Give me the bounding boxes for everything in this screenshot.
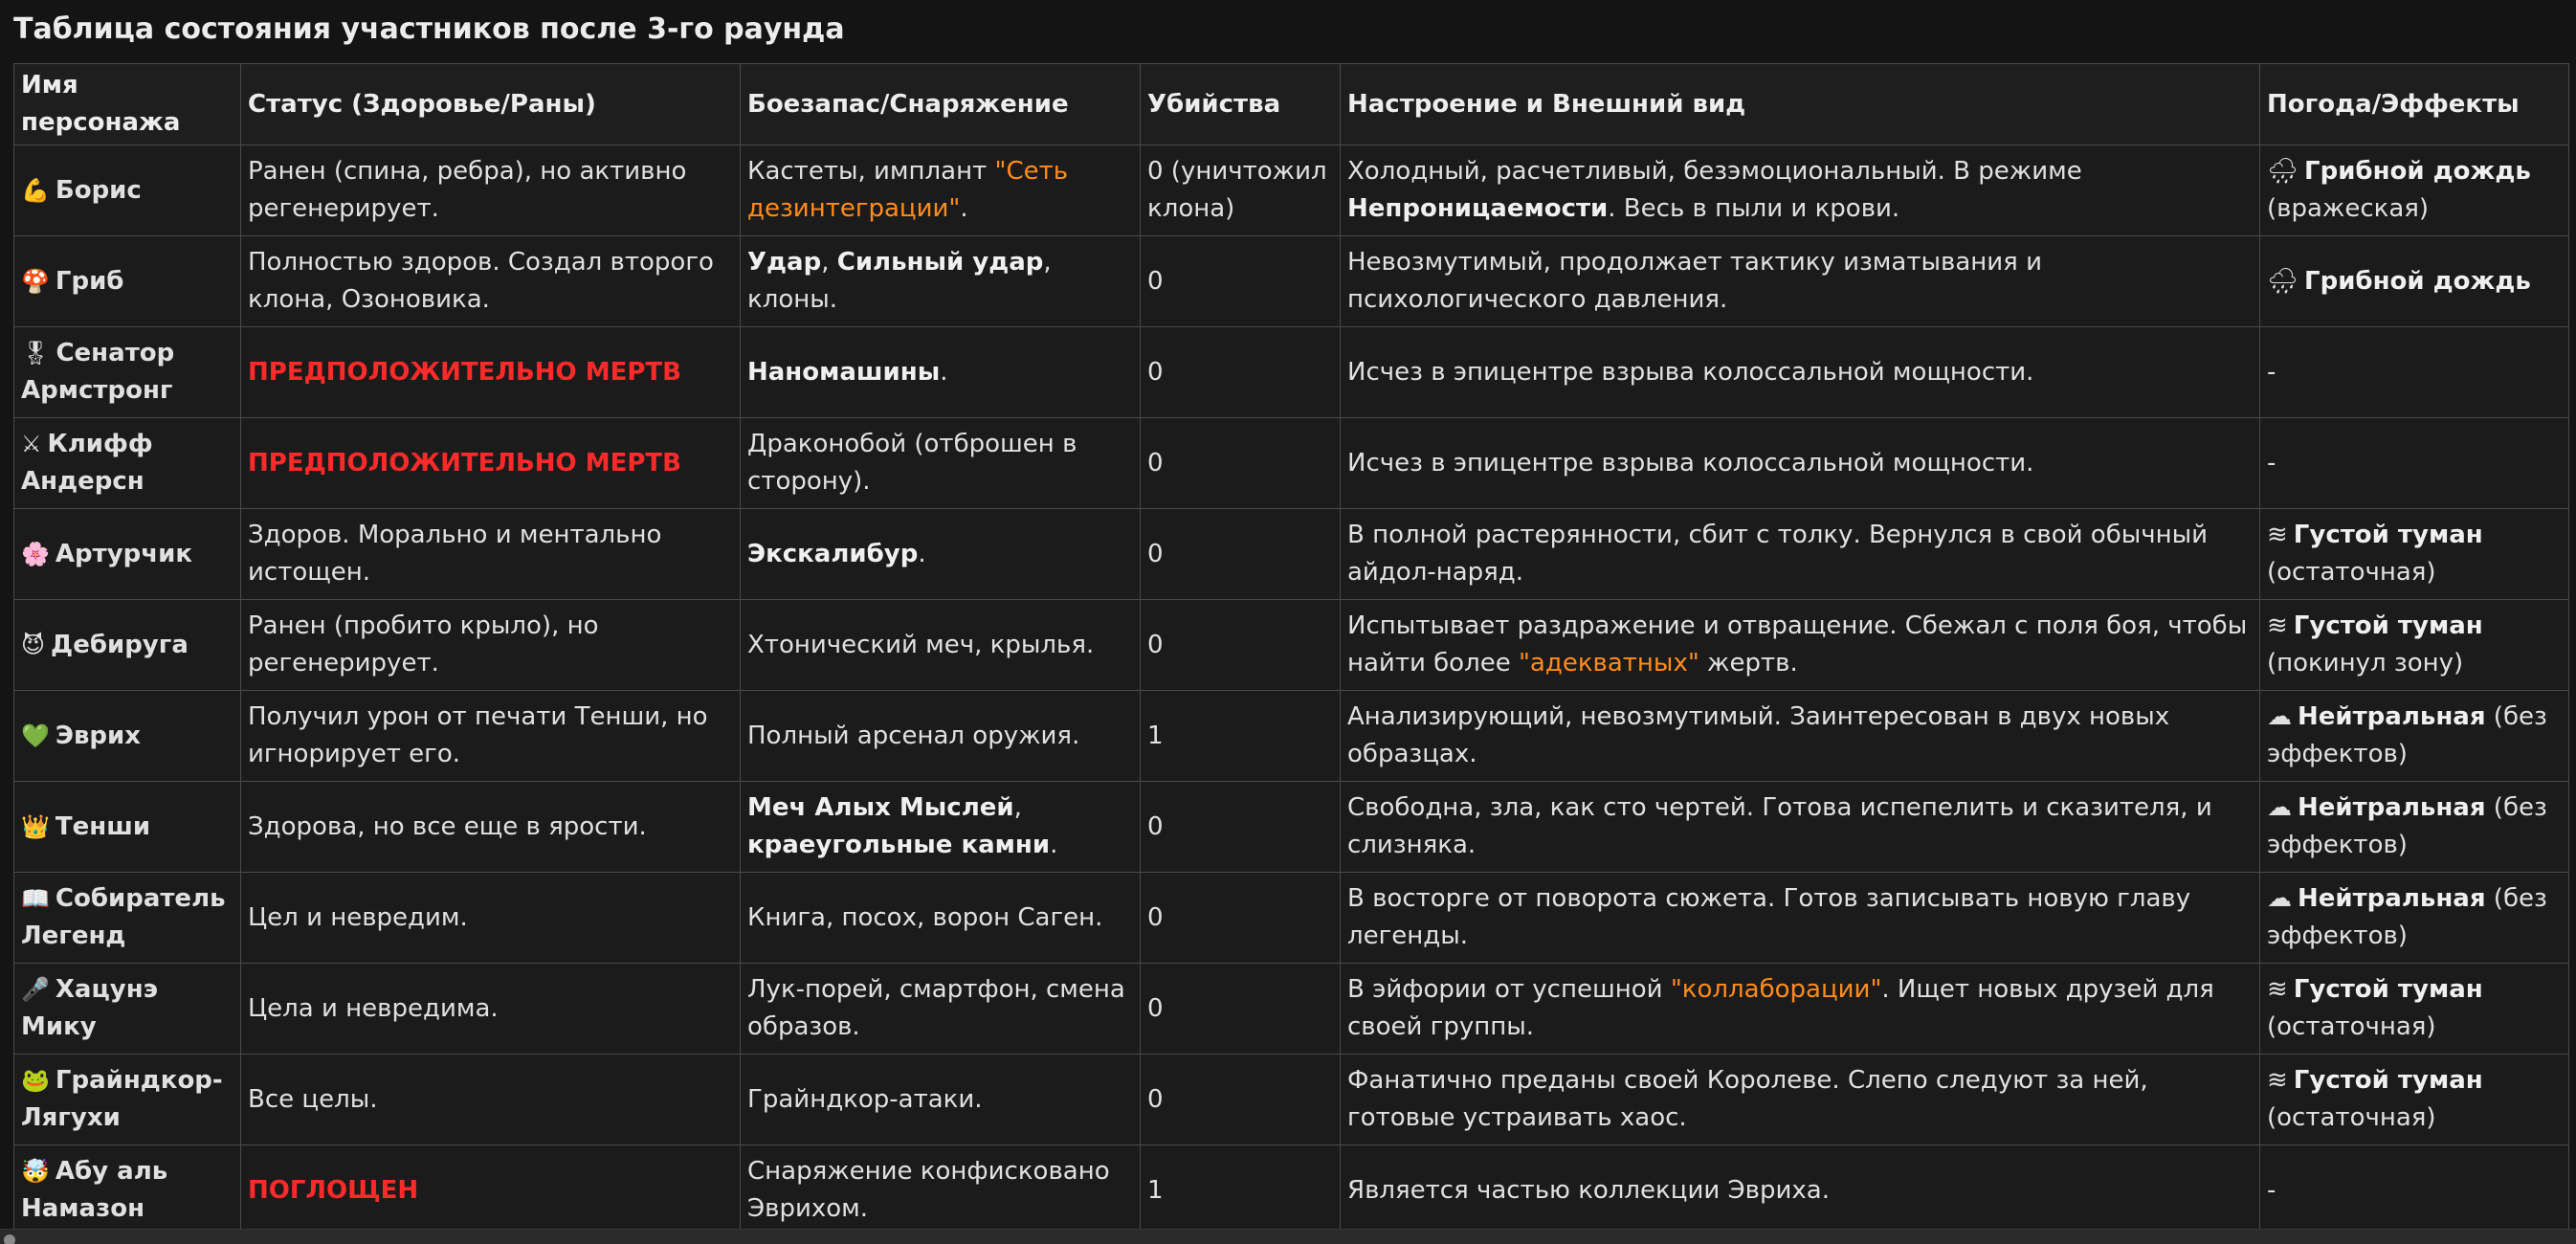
weather-note: (вражеская) xyxy=(2267,194,2430,223)
mood-cell xyxy=(1341,1055,2260,1145)
weather-name: Грибной дождь xyxy=(2304,266,2531,296)
kills-cell: 0 xyxy=(1141,327,1341,418)
kills-cell: 1 xyxy=(1141,691,1341,782)
character-name: Гриб xyxy=(55,266,124,296)
status-cell xyxy=(241,509,741,600)
bold-text: Наномашины xyxy=(747,357,941,387)
text-segment: Книга, посох, ворон Саген. xyxy=(747,902,1103,932)
gear-cell xyxy=(741,327,1141,418)
text-segment: . Ищет новых друзей для своей группы. xyxy=(1347,975,2214,1041)
gear-cell xyxy=(741,1145,1141,1236)
mood-cell xyxy=(1341,418,2260,509)
mood-cell xyxy=(1341,782,2260,873)
text-segment: , xyxy=(1013,793,1022,822)
weather-name: Нейтральная xyxy=(2298,793,2486,822)
weather-icon: ≋ xyxy=(2267,611,2288,640)
weather-cell xyxy=(2260,964,2569,1055)
mood-cell xyxy=(1341,873,2260,964)
status-cell xyxy=(241,964,741,1055)
character-name-cell xyxy=(14,327,241,418)
text-segment: Полностью здоров. Создал второго клона, Озоновика. xyxy=(248,248,714,314)
text-segment: . xyxy=(940,357,948,387)
character-name: Сенатор Армстронг xyxy=(21,339,175,405)
header-kills: Убийства xyxy=(1141,64,1341,145)
table-row xyxy=(14,418,2569,509)
text-segment: Холодный, расчетливый, безэмоциональный. В режиме xyxy=(1347,157,2082,186)
bold-text: Удар xyxy=(747,248,822,277)
weather-cell xyxy=(2260,782,2569,873)
header-mood: Настроение и Внешний вид xyxy=(1341,64,2260,145)
text-segment: Лук-порей, смартфон, смена образов. xyxy=(747,975,1125,1041)
text-segment: В полной растерянности, сбит с толку. Вернулся в свой обычный айдол-наряд. xyxy=(1347,521,2209,587)
text-segment: Цела и невредима. xyxy=(248,993,499,1023)
weather-name: Густой туман xyxy=(2293,975,2483,1004)
highlight-quote: "коллаборации" xyxy=(1670,975,1882,1004)
header-name: Имя персонажа xyxy=(14,64,241,145)
mood-cell xyxy=(1341,691,2260,782)
character-name-cell xyxy=(14,509,241,600)
kills-cell: 0 xyxy=(1141,782,1341,873)
text-segment: Ранен (спина, ребра), но активно регенерирует. xyxy=(248,157,687,223)
table-row xyxy=(14,509,2569,600)
kills-cell: 0 xyxy=(1141,1055,1341,1145)
header-status: Статус (Здоровье/Раны) xyxy=(241,64,741,145)
gear-cell xyxy=(741,1055,1141,1145)
weather-cell xyxy=(2260,691,2569,782)
kills-cell: 0 xyxy=(1141,418,1341,509)
kills-cell: 0 xyxy=(1141,509,1341,600)
weather-note: (остаточная) xyxy=(2267,558,2436,587)
text-segment: Драконобой (отброшен в сторону). xyxy=(747,430,1077,496)
text-segment: Хтонический меч, крылья. xyxy=(747,630,1095,659)
scrollbar-thumb[interactable] xyxy=(4,1234,15,1244)
horizontal-scrollbar[interactable] xyxy=(0,1229,2576,1244)
gear-cell xyxy=(741,509,1141,600)
character-name: Клифф Андерсн xyxy=(21,430,153,496)
status-cell xyxy=(241,782,741,873)
status-cell xyxy=(241,691,741,782)
kills-cell: 0 xyxy=(1141,236,1341,327)
weather-name: Густой туман xyxy=(2293,611,2483,640)
table-row xyxy=(14,873,2569,964)
character-emoji-icon: 🎖 xyxy=(21,340,51,367)
text-segment: Фанатично преданы своей Королеве. Слепо следуют за ней, готовые устраивать хаос. xyxy=(1347,1066,2148,1132)
text-segment: Здоров. Морально и ментально истощен. xyxy=(248,521,662,587)
character-name: Артурчик xyxy=(55,539,192,568)
text-segment: Исчез в эпицентре взрыва колоссальной мощности. xyxy=(1347,357,2034,387)
weather-note: (остаточная) xyxy=(2267,1103,2436,1132)
weather-cell xyxy=(2260,236,2569,327)
table-row xyxy=(14,600,2569,691)
weather-name: Нейтральная xyxy=(2298,702,2486,731)
character-name: Дебируга xyxy=(51,630,189,659)
table-row xyxy=(14,1055,2569,1145)
header-gear: Боезапас/Снаряжение xyxy=(741,64,1141,145)
gear-cell xyxy=(741,418,1141,509)
status-alert: ПОГЛОЩЕН xyxy=(248,1175,419,1205)
text-segment: Кастеты, имплант xyxy=(747,157,995,186)
text-segment: Свободна, зла, как сто чертей. Готова испепелить и сказителя, и слизняка. xyxy=(1347,793,2212,859)
character-emoji-icon: 💚 xyxy=(21,722,50,749)
character-emoji-icon: 🌸 xyxy=(21,540,50,567)
character-name: Собиратель Легенд xyxy=(21,884,226,950)
character-name: Хацунэ Мику xyxy=(21,975,159,1041)
table-row xyxy=(14,782,2569,873)
weather-note: (остаточная) xyxy=(2267,1012,2436,1041)
text-segment: Анализирующий, невозмутимый. Заинтересован в двух новых образцах. xyxy=(1347,702,2170,768)
kills-cell: 1 xyxy=(1141,1145,1341,1236)
mood-cell xyxy=(1341,1145,2260,1236)
character-name: Тенши xyxy=(55,811,151,841)
weather-note: (без эффектов) xyxy=(2267,702,2547,768)
weather-icon: ≋ xyxy=(2267,975,2288,1004)
status-cell xyxy=(241,145,741,236)
weather-name: Густой туман xyxy=(2293,1066,2483,1095)
weather-cell xyxy=(2260,873,2569,964)
gear-cell xyxy=(741,691,1141,782)
weather-icon: 🌧 xyxy=(2267,157,2299,186)
text-segment: . xyxy=(1050,831,1058,859)
weather-cell xyxy=(2260,327,2569,418)
gear-cell xyxy=(741,964,1141,1055)
table-row xyxy=(14,327,2569,418)
text-segment: Цел и невредим. xyxy=(248,902,468,932)
text-segment: Невозмутимый, продолжает тактику изматывания и психологического давления. xyxy=(1347,248,2042,314)
text-segment: , xyxy=(821,248,837,277)
text-segment: Испытывает раздражение и отвращение. Сбежал с поля боя, чтобы найти более xyxy=(1347,611,2248,678)
gear-cell xyxy=(741,145,1141,236)
table-row xyxy=(14,236,2569,327)
table-row xyxy=(14,691,2569,782)
kills-cell: 0 (уничтожил клона) xyxy=(1141,145,1341,236)
status-table xyxy=(13,63,2569,1236)
text-segment: Здорова, но все еще в ярости. xyxy=(248,811,647,841)
character-emoji-icon: 😈 xyxy=(21,631,46,658)
character-name: Грайндкор-Лягухи xyxy=(21,1066,223,1132)
weather-icon: ☁ xyxy=(2267,884,2292,913)
weather-cell xyxy=(2260,1145,2569,1236)
table-row xyxy=(14,1145,2569,1236)
character-emoji-icon: 📖 xyxy=(21,885,50,912)
status-cell xyxy=(241,1055,741,1145)
text-segment: Все целы. xyxy=(248,1084,378,1114)
character-name: Эврих xyxy=(55,721,142,750)
character-emoji-icon: 🎤 xyxy=(21,976,50,1003)
character-name-cell xyxy=(14,1145,241,1236)
mood-cell xyxy=(1341,236,2260,327)
table-row xyxy=(14,964,2569,1055)
weather-note: - xyxy=(2267,1175,2276,1205)
character-emoji-icon: 🤯 xyxy=(21,1158,50,1185)
bold-text: Меч Алых Мыслей xyxy=(747,793,1014,822)
status-cell xyxy=(241,873,741,964)
weather-icon: ☁ xyxy=(2267,702,2292,731)
weather-icon: ≋ xyxy=(2267,1066,2288,1095)
text-segment: . xyxy=(918,539,926,568)
mood-cell xyxy=(1341,145,2260,236)
text-segment: , клоны. xyxy=(747,248,1052,314)
header-weather: Погода/Эффекты xyxy=(2260,64,2569,145)
weather-icon: ☁ xyxy=(2267,793,2292,822)
character-name-cell xyxy=(14,964,241,1055)
weather-name: Нейтральная xyxy=(2298,884,2486,913)
weather-note: - xyxy=(2267,357,2276,387)
weather-cell xyxy=(2260,1055,2569,1145)
status-cell xyxy=(241,236,741,327)
weather-name: Густой туман xyxy=(2293,521,2483,549)
character-emoji-icon: ⚔ xyxy=(21,431,42,457)
kills-cell: 0 xyxy=(1141,873,1341,964)
bold-text: краеугольные камни xyxy=(747,831,1051,859)
text-segment: Ранен (пробито крыло), но регенерирует. xyxy=(248,611,599,678)
text-segment: Получил урон от печати Тенши, но игнорирует его. xyxy=(248,702,708,768)
text-segment: . xyxy=(960,194,968,223)
bold-text: Сильный удар xyxy=(836,248,1044,277)
weather-name: Грибной дождь xyxy=(2304,157,2531,186)
character-name-cell xyxy=(14,1055,241,1145)
gear-cell xyxy=(741,782,1141,873)
text-segment: Полный арсенал оружия. xyxy=(747,721,1080,750)
mood-cell xyxy=(1341,509,2260,600)
highlight-quote: "адекватных" xyxy=(1518,649,1699,678)
status-alert: ПРЕДПОЛОЖИТЕЛЬНО МЕРТВ xyxy=(248,357,681,387)
weather-note: (без эффектов) xyxy=(2267,793,2547,859)
mood-cell xyxy=(1341,964,2260,1055)
bold-text: Непроницаемости xyxy=(1347,194,1609,223)
mood-cell xyxy=(1341,600,2260,691)
weather-note: - xyxy=(2267,448,2276,478)
status-alert: ПРЕДПОЛОЖИТЕЛЬНО МЕРТВ xyxy=(248,448,681,478)
bold-text: Экскалибур xyxy=(747,539,919,568)
status-cell xyxy=(241,1145,741,1236)
gear-cell xyxy=(741,873,1141,964)
character-name-cell xyxy=(14,600,241,691)
character-name-cell xyxy=(14,145,241,236)
weather-icon: 🌧 xyxy=(2267,266,2299,296)
text-segment: В эйфории от успешной xyxy=(1347,975,1671,1004)
text-segment: жертв. xyxy=(1699,649,1798,678)
gear-cell xyxy=(741,236,1141,327)
table-body xyxy=(14,145,2569,1236)
weather-cell xyxy=(2260,145,2569,236)
table-row xyxy=(14,145,2569,236)
gear-cell xyxy=(741,600,1141,691)
status-cell xyxy=(241,418,741,509)
weather-cell xyxy=(2260,600,2569,691)
character-emoji-icon: 🐸 xyxy=(21,1067,50,1094)
highlight-quote: "Сеть дезинтеграции" xyxy=(747,157,1069,223)
text-segment: Исчез в эпицентре взрыва колоссальной мощности. xyxy=(1347,448,2034,478)
text-segment: Является частью коллекции Эвриха. xyxy=(1347,1175,1830,1205)
text-segment: . Весь в пыли и крови. xyxy=(1608,194,1900,223)
character-name-cell xyxy=(14,782,241,873)
character-name-cell xyxy=(14,236,241,327)
character-emoji-icon: 👑 xyxy=(21,812,50,840)
character-name-cell xyxy=(14,873,241,964)
mood-cell xyxy=(1341,327,2260,418)
character-emoji-icon: 💪 xyxy=(21,176,50,204)
character-name-cell xyxy=(14,418,241,509)
character-emoji-icon: 🍄 xyxy=(21,267,50,295)
text-segment: Грайндкор-атаки. xyxy=(747,1084,983,1114)
kills-cell: 0 xyxy=(1141,600,1341,691)
weather-note: (покинул зону) xyxy=(2267,649,2464,678)
weather-cell xyxy=(2260,418,2569,509)
status-cell xyxy=(241,327,741,418)
text-segment: Снаряжение конфисковано Эврихом. xyxy=(747,1157,1110,1223)
text-segment: В восторге от поворота сюжета. Готов записывать новую главу легенды. xyxy=(1347,884,2191,950)
weather-note: (без эффектов) xyxy=(2267,884,2547,950)
weather-icon: ≋ xyxy=(2267,521,2288,549)
character-name: Борис xyxy=(55,175,142,205)
character-name-cell xyxy=(14,691,241,782)
character-name: Абу аль Намазон xyxy=(21,1157,168,1223)
status-cell xyxy=(241,600,741,691)
weather-cell xyxy=(2260,509,2569,600)
kills-cell: 0 xyxy=(1141,964,1341,1055)
header-row xyxy=(14,64,2569,145)
page-title: Таблица состояния участников после 3-го раунда xyxy=(13,12,845,46)
